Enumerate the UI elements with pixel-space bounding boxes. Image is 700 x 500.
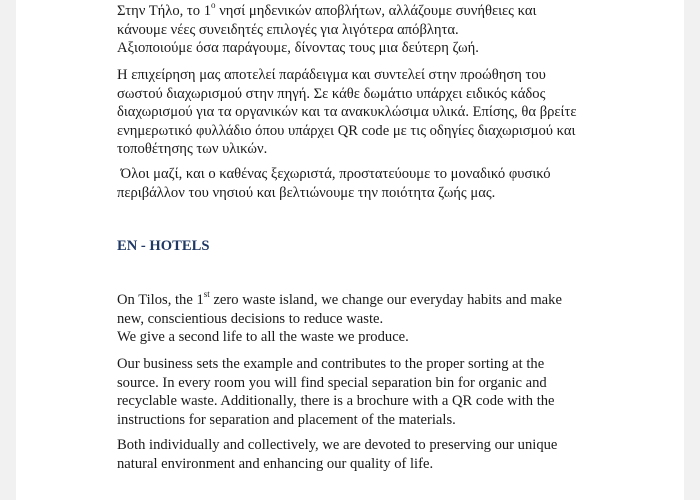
text-line: natural environment and enhancing our quality of life.: [117, 455, 434, 472]
text-line: περιβάλλον του νησιού και βελτιώνουμε την ποιότητα ζωής μας.: [117, 184, 496, 201]
text-line: κάνουμε νέες συνειδητές επιλογές για λιγότερα απόβλητα.: [117, 21, 459, 38]
text-line: Αξιοποιούμε όσα παράγουμε, δίνοντας τους μια δεύτερη ζωή.: [117, 40, 479, 56]
text-line: [117, 2, 536, 21]
text-line: [117, 291, 562, 310]
greek-paragraph-together: [117, 165, 551, 202]
text-span: On Tilos, the 1: [117, 292, 204, 308]
english-paragraph-intro: [117, 291, 562, 347]
section-heading: EN - HOTELS: [117, 238, 210, 254]
greek-paragraph-intro: [117, 2, 536, 58]
text-line: διαχωρισμού για τα οργανικών και τα ανακυκλώσιμα υλικά. Επίσης, θα βρείτε: [117, 104, 577, 120]
text-line: Both individually and collectively, we are devoted to preserving our unique: [117, 437, 558, 453]
text-span: Στην Τήλο, το 1: [117, 3, 212, 19]
ordinal-superscript: st: [203, 289, 210, 300]
ordinal-superscript: ο: [211, 0, 216, 11]
text-line: σωστού διαχωρισμού στην πηγή. Σε κάθε δωμάτιο υπάρχει ειδικός κάδος: [117, 85, 546, 102]
text-span: νησί μηδενικών αποβλήτων, αλλάζουμε συνήθειες και: [215, 3, 537, 19]
page-edge-left: [0, 0, 16, 500]
text-line: recyclable waste. Additionally, there is a brochure with a QR code with the: [117, 393, 555, 409]
text-line: new, conscientious decisions to reduce waste.: [117, 310, 384, 327]
text-line: ενημερωτικό φυλλάδιο όπου υπάρχει QR code με τις οδηγίες διαχωρισμού και: [117, 122, 576, 139]
text-line: We give a second life to all the waste we produce.: [117, 329, 409, 345]
text-line: τοποθέτησης των υλικών.: [117, 141, 268, 157]
text-line: Η επιχείρηση μας αποτελεί παράδειγμα και συντελεί στην προώθηση του: [117, 67, 546, 83]
greek-paragraph-business: [117, 66, 576, 159]
text-line: instructions for separation and placement of the materials.: [117, 411, 456, 428]
english-paragraph-business: [117, 355, 555, 429]
text-line: Our business sets the example and contributes to the proper sorting at the: [117, 356, 545, 372]
page-edge-right: [684, 0, 700, 500]
text-span: zero waste island, we change our everyday habits and make: [209, 292, 562, 308]
english-paragraph-together: [117, 436, 557, 473]
text-line: source. In every room you will find special separation bin for organic and: [117, 374, 547, 391]
text-line: Όλοι μαζί, και ο καθένας ξεχωριστά, προστατεύουμε το μοναδικό φυσικό: [117, 166, 551, 182]
